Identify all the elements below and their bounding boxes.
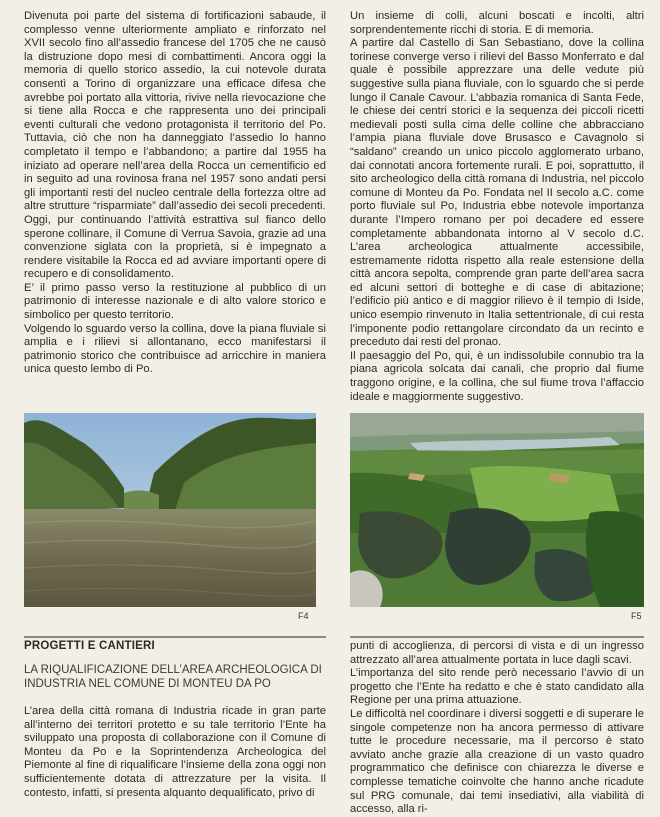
aerial-landscape-photo: [350, 413, 644, 607]
section-title: PROGETTI E CANTIERI: [24, 640, 155, 652]
text-column-bottom-left: [24, 705, 326, 800]
paragraph: A partire dal Castello di San Sebastiano, dove la collina torinese converge verso i rilievi del Basso Monferrato e dal quale è possibile apprezzare una delle vedute più suggestive sulla piana fluviale, con lo sguardo che si perde lungo il Canale Cavour. L’abbazia romanica di Santa Fede, le chiese dei centri storici e la sequenza dei piccoli ricetti medievali posti sulla cima delle colline che abbracciano l’ampia piana fluviale dove Brusasco e Cavagnolo si “saldano” creando un unico piccolo agglomerato urbano, dai connotati ancora fortemente rurali. E poi, soprattutto, il sito archeologico della città romana di Industria, nel piccolo comune di Monteu da Po. Fondata nel II secolo a.C. come porto fluviale sul Po, Industria ebbe notevole importanza durante l’Impero romano per poi decadere ed essere completamente abbandonata intorno al V secolo d.C. L’area archeologica attualmente accessibile, estremamente ridotta rispetto alla reale estensione della città ancora sepolta, comprende gran parte dell’area sacra ed alcuni settori di botteghe e di case di abitazione; l’edificio più antico e di maggior rilievo è il tempio di Iside, unico esempio rinvenuto in Italia settentrionale, di cui resta l’imponente podio rettangolare circondato da un recinto e preceduto dai resti del pronao.: [350, 37, 644, 349]
figure-caption-f5: F5: [631, 611, 642, 621]
section-divider-right: [350, 636, 644, 638]
paragraph: Il paesaggio del Po, qui, è un indissolubile connubio tra la piana agricola solcata dai canali, che proprio dal fiume traggono origine, e la collina, che sul fiume trova l’affaccio ideale e maggiormente suggestivo.: [350, 349, 644, 403]
article-heading: LA RIQUALIFICAZIONE DELL’AREA ARCHEOLOGICA DI INDUSTRIA NEL COMUNE DI MONTEU DA PO: [24, 664, 322, 690]
paragraph: L’importanza del sito rende però necessario l’avvio di un progetto che l’Ente ha redatto e che è stato candidato alla Regione per una prima attuazione.: [350, 667, 644, 707]
paragraph: Un insieme di colli, alcuni boscati e incolti, altri sorprendentemente ricchi di storia. E di memoria.: [350, 10, 644, 36]
figure-caption-f4: F4: [298, 611, 309, 621]
river-photo-image: [24, 413, 316, 607]
paragraph: Volgendo lo sguardo verso la collina, dove la piana fluviale si amplia e i rilievi si allontanano, ecco manifestarsi il patrimonio storico che contribuisce ad arricchire in maniera unica questo lembo di Po.: [24, 322, 326, 376]
river-photo: [24, 413, 316, 607]
text-column-top-left: [24, 10, 326, 377]
paragraph: Le difficoltà nel coordinare i diversi soggetti e di superare le singole competenze non ha ancora permesso di attivare tutte le procedure necessarie, ma il percorso è stato avviato anche grazie alla creazione di un vasto quadro programmatico che definisce con chiarezza le diverse e complesse tematiche coinvolte che hanno anche ricadute sul PRG comunale, dai temi insediativi, alla viabilità di accesso, alla ri-: [350, 707, 644, 816]
aerial-landscape-photo-image: [350, 413, 644, 607]
paragraph: punti di accoglienza, di percorsi di vista e di un ingresso attrezzato all’area attualmente portata in luce dagli scavi.: [350, 640, 644, 666]
paragraph: Divenuta poi parte del sistema di fortificazioni sabaude, il complesso venne ulteriormente ampliato e rinforzato nel XVII secolo fino all’assedio francese del 1705 che ne causò la distruzione dopo mesi di combattimenti. Ancora oggi la memoria di quello storico assedio, la cui notevole durata consentì a Torino di organizzare una efficace difesa che avrebbe poi portato alla vittoria, rivive nella rievocazione che si tiene alla Rocca e che rappresenta uno dei principali eventi culturali che vedono protagonista il territorio del Po. Tuttavia, ciò che non ha danneggiato l’assedio lo hanno completato il tempo e l’abbandono; a partire dal 1955 ha iniziato ad operare nell’area della Rocca un cementificio ed in seguito ad una rovinosa frana nel 1957 sono andati persi gli importanti resti del nucleo centrale della fortezza oltre ad altre strutture “risparmiate” dall’assedio dei secoli precedenti.: [24, 10, 326, 213]
section-divider-left: [24, 636, 326, 638]
text-column-top-right: [350, 10, 644, 404]
paragraph: L’area della città romana di Industria ricade in gran parte all’interno dei territori protetto e su tale territorio l’Ente ha sviluppato una proposta di collaborazione con il Comune di Monteu da Po e la Soprintendenza Archeologica del Piemonte al fine di riqualificare l’insieme della zona oggi non sufficientemente dotata di attrezzature per la visita. Il contesto, infatti, si presenta alquanto dequalificato, privo di: [24, 705, 326, 799]
paragraph: Oggi, pur continuando l’attività estrattiva sul fianco dello sperone collinare, il Comune di Verrua Savoia, grazie ad una convenzione siglata con la proprietà, si è impegnato a rendere visitabile la Rocca ed ad avviare importanti opere di recupero e di consolidamento.: [24, 213, 326, 281]
paragraph: E’ il primo passo verso la restituzione al pubblico di un patrimonio di interesse nazionale e di alto valore storico e simbolico per questo territorio.: [24, 281, 326, 322]
text-column-bottom-right: [350, 640, 644, 817]
